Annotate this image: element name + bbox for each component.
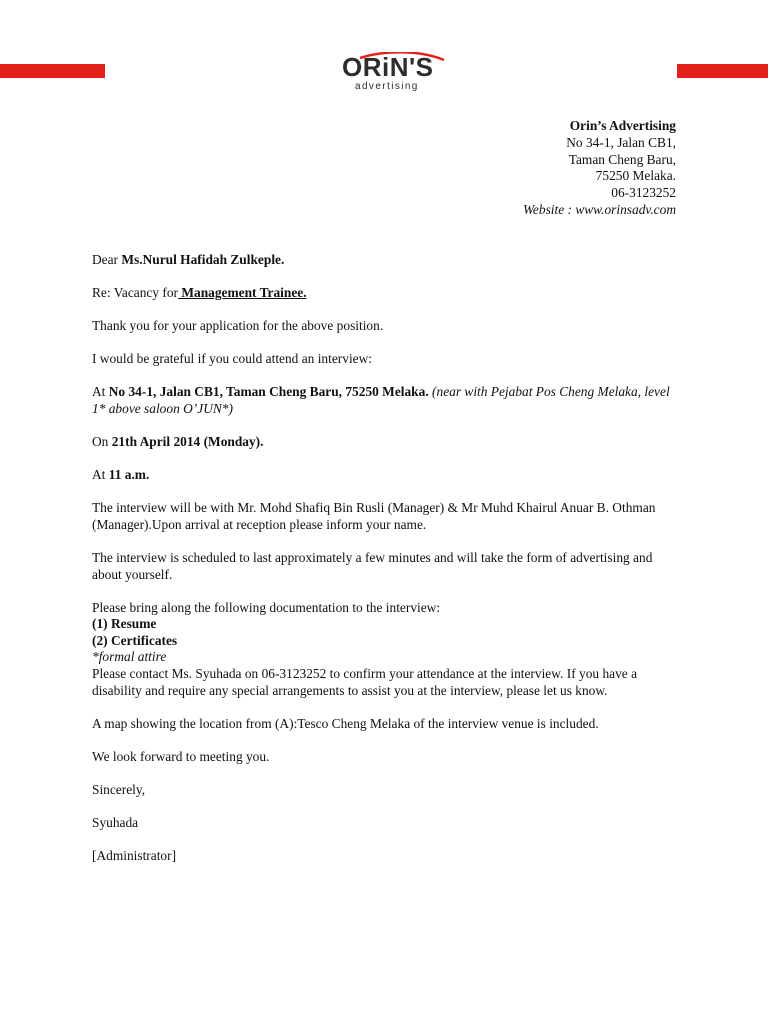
- header-red-bar-right: [677, 64, 768, 78]
- duration-paragraph: The interview is scheduled to last approximately a few minutes and will take the form of advertising and about yourself.: [92, 549, 653, 582]
- venue-note: (near with Pejabat Pos Cheng Melaka, level 1* above saloon O’JUN*): [92, 384, 670, 416]
- document-item-resume-label: (1) Resume: [92, 616, 157, 632]
- sender-address-line2: Taman Cheng Baru,: [568, 151, 676, 167]
- documents-intro: Please bring along the following documentation to the interview:: [92, 599, 441, 615]
- interview-time: 11 a.m.: [108, 467, 150, 483]
- venue-address: No 34-1, Jalan CB1, Taman Cheng Baru, 75250 Melaka.: [108, 384, 429, 400]
- logo-tagline: advertising: [355, 81, 419, 92]
- sender-address-line1: No 34-1, Jalan CB1,: [566, 134, 676, 150]
- sender-address: [523, 118, 676, 219]
- sender-company: Orin’s Advertising: [569, 118, 676, 133]
- salutation: [92, 252, 682, 269]
- request-paragraph: I would be grateful if you could attend an interview:: [92, 351, 373, 367]
- attire-note-text: *formal attire: [92, 649, 167, 665]
- logo-wordmark: ORiN'S: [342, 52, 434, 82]
- subject-prefix: Re: Vacancy for: [92, 285, 179, 301]
- letter-body: [92, 252, 682, 865]
- attire-note: [92, 649, 682, 666]
- venue-prefix: At: [92, 384, 109, 400]
- document-item-certificates-label: (2) Certificates: [92, 632, 178, 648]
- contact-paragraph: Please contact Ms. Syuhada on 06-3123252 to confirm your attendance at the interview. If you have a disability and require any special arrangements to assist you at the interview, please let us know.: [92, 666, 638, 698]
- header-red-bar-left: [0, 64, 105, 78]
- subject-line: [92, 285, 682, 302]
- document-item-certificates: [92, 633, 682, 650]
- document-item-resume: [92, 616, 682, 633]
- map-paragraph: A map showing the location from (A):Tesco Cheng Melaka of the interview venue is included.: [92, 715, 599, 731]
- venue-paragraph: [92, 384, 682, 417]
- position-title: Management Trainee.: [178, 285, 307, 301]
- company-logo: [340, 52, 455, 96]
- date-paragraph: [92, 434, 682, 451]
- interview-date: 21th April 2014 (Monday).: [111, 434, 264, 450]
- sender-address-line3: 75250 Melaka.: [595, 168, 676, 184]
- salutation-prefix: Dear: [92, 252, 122, 267]
- time-paragraph: [92, 467, 682, 484]
- signer-name: Syuhada: [92, 814, 139, 830]
- signoff: Sincerely,: [92, 781, 146, 797]
- thanks-paragraph: Thank you for your application for the above position.: [92, 318, 384, 334]
- sender-website: Website : www.orinsadv.com: [523, 201, 676, 217]
- interviewers-paragraph: The interview will be with Mr. Mohd Shafiq Bin Rusli (Manager) & Mr Muhd Khairul Anuar B. Othman (Manager).Upon arrival at reception please inform your name.: [92, 500, 656, 532]
- signer-title: [Administrator]: [92, 848, 177, 864]
- sender-phone: 06-3123252: [611, 185, 676, 201]
- recipient-name: Ms.Nurul Hafidah Zulkeple.: [121, 252, 285, 267]
- time-prefix: At: [92, 467, 109, 483]
- date-prefix: On: [92, 434, 112, 450]
- closing-line: We look forward to meeting you.: [92, 748, 270, 764]
